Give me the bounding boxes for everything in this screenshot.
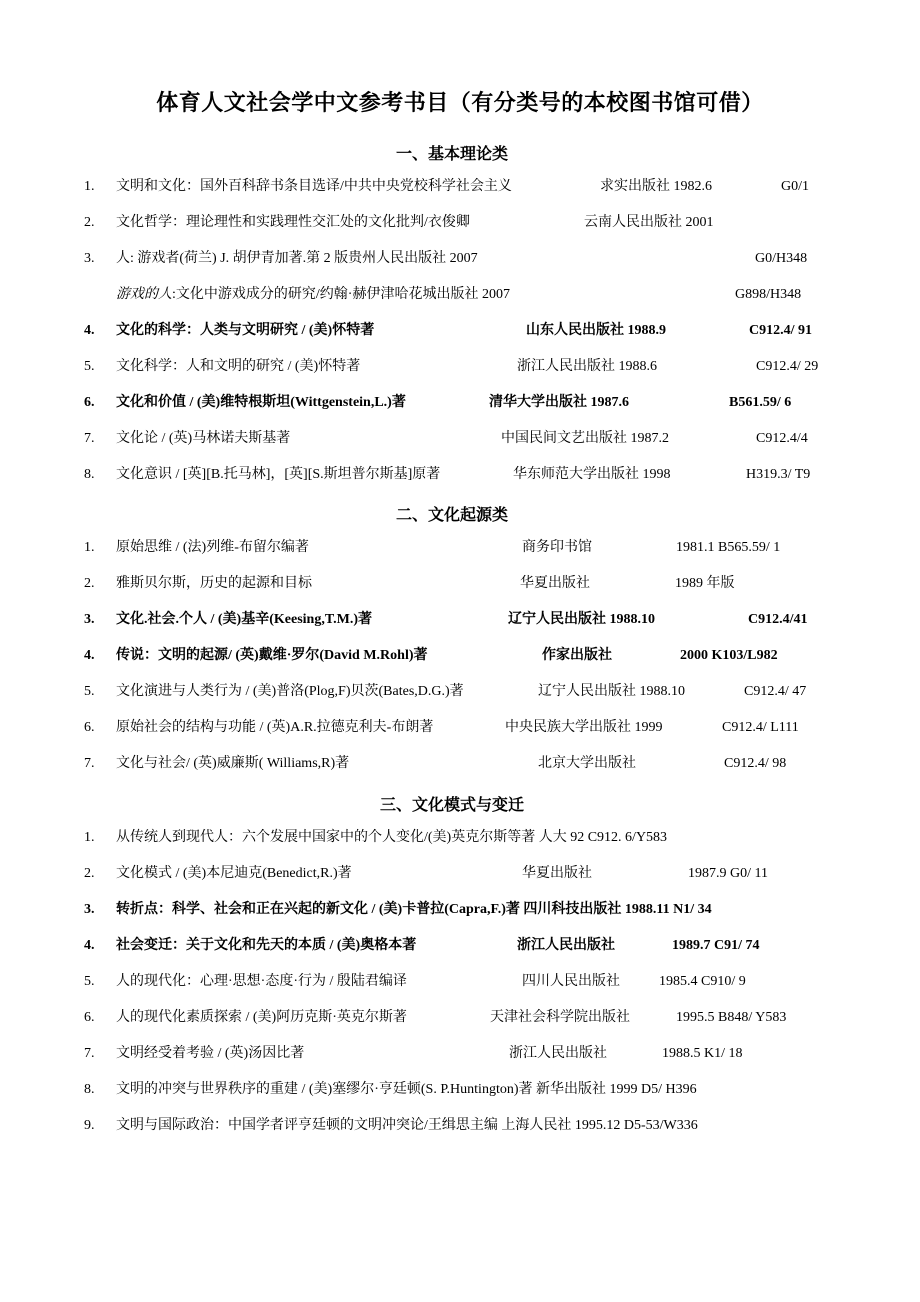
item-call-number: G898/H348: [735, 287, 802, 302]
item-title: 文化模式 / (美)本尼迪克(Benedict,R.)著: [116, 866, 352, 881]
item-number: 7.: [84, 1046, 95, 1061]
item-publisher: 华夏出版社: [522, 866, 592, 881]
item-publisher: 中国民间文艺出版社 1987.2: [501, 431, 669, 446]
item-call-number: 1987.9 G0/ 11: [688, 866, 768, 881]
item-title: 雅斯贝尔斯，历史的起源和目标: [116, 576, 312, 591]
item-title: 原始思维 / (法)列维-布留尔编著: [116, 540, 309, 555]
item-number: 2.: [84, 215, 95, 230]
item-number: 5.: [84, 974, 95, 989]
item-title-rest: :文化中游戏成分的研究/约翰·赫伊津哈花城出版社 2007: [172, 287, 510, 302]
list-item: [0, 1007, 920, 1029]
item-title: 人: 游戏者(荷兰) J. 胡伊青加著.第 2 版贵州人民出版社 2007: [116, 251, 478, 266]
item-call-number: C912.4/ 91: [749, 323, 812, 338]
item-publisher: 商务印书馆: [522, 540, 592, 555]
item-call-number: G0/1: [781, 179, 809, 194]
item-number: 9.: [84, 1118, 95, 1133]
item-title: 文化演进与人类行为 / (美)普洛(Plog,F)贝茨(Bates,D.G.)著: [116, 684, 464, 699]
item-number: 1.: [84, 179, 95, 194]
item-call-number: 1989.7 C91/ 74: [672, 938, 760, 953]
list-item: [0, 212, 920, 234]
item-title: 人的现代化：心理·思想·态度·行为 / 殷陆君编译: [116, 974, 407, 989]
item-title: 从传统人到现代人：六个发展中国家中的个人变化/(美)英克尔斯等著 人大 92 C912. 6/Y583: [116, 830, 668, 845]
item-title: 社会变迁：关于文化和先天的本质 / (美)奥格本著: [116, 938, 417, 953]
item-title: 人的现代化素质探索 / (美)阿历克斯·英克尔斯著: [116, 1010, 407, 1025]
item-publisher: 辽宁人民出版社 1988.10: [508, 612, 655, 627]
list-item: [0, 681, 920, 703]
item-title: 文化与社会/ (英)威廉斯( Williams,R)著: [116, 756, 350, 771]
item-publisher: 浙江人民出版社 1988.6: [517, 359, 657, 374]
item-call-number: 1985.4 C910/ 9: [659, 974, 746, 989]
list-item: [0, 320, 920, 342]
item-publisher: 云南人民出版社 2001: [584, 215, 714, 230]
section-heading-cultural-origins: 二、文化起源类: [395, 507, 508, 524]
item-publisher: 浙江人民出版社: [509, 1046, 607, 1061]
item-number: 6.: [84, 1010, 95, 1025]
item-title: 文化和价值 / (美)维特根斯坦(Wittgenstein,L.)著: [116, 395, 406, 410]
section-heading-basic-theory: 一、基本理论类: [395, 146, 508, 163]
item-title: 原始社会的结构与功能 / (英)A.R.拉德克利夫-布朗著: [116, 720, 434, 735]
item-call-number: C912.4/4: [756, 431, 808, 446]
list-item: [0, 464, 920, 486]
item-call-number: 1981.1 B565.59/ 1: [676, 540, 781, 555]
list-item: [0, 1043, 920, 1065]
item-number: 4.: [84, 323, 95, 338]
list-item: [0, 248, 920, 270]
item-call-number: H319.3/ T9: [746, 467, 811, 482]
list-item: [0, 537, 920, 559]
item-call-number: C912.4/ 47: [744, 684, 807, 699]
list-item: [0, 428, 920, 450]
item-call-number: 1988.5 K1/ 18: [662, 1046, 743, 1061]
item-title: 文明与国际政治：中国学者评亨廷顿的文明冲突论/王缉思主编 上海人民社 1995.12 D5-53/W336: [116, 1118, 698, 1133]
item-call-number: C912.4/ L111: [722, 720, 799, 735]
item-call-number: 1995.5 B848/ Y583: [676, 1010, 787, 1025]
item-number: 6.: [84, 720, 95, 735]
item-number: 3.: [84, 612, 95, 627]
item-number: 6.: [84, 395, 95, 410]
list-item: [0, 827, 920, 849]
item-publisher: 作家出版社: [542, 648, 612, 663]
item-title: 文化.社会.个人 / (美)基辛(Keesing,T.M.)著: [116, 612, 372, 627]
item-publisher: 山东人民出版社 1988.9: [526, 323, 666, 338]
item-publisher: 华东师范大学出版社 1998: [513, 467, 671, 482]
list-item: [0, 899, 920, 921]
item-number: 4.: [84, 648, 95, 663]
list-item: [0, 1115, 920, 1137]
list-item: [0, 392, 920, 414]
list-item: [0, 935, 920, 957]
item-call-number: C912.4/ 29: [756, 359, 819, 374]
list-item: [0, 609, 920, 631]
item-number: 2.: [84, 576, 95, 591]
item-publisher: 浙江人民出版社: [517, 938, 615, 953]
item-number: 7.: [84, 756, 95, 771]
list-item: [0, 284, 920, 306]
item-publisher: 四川人民出版社: [522, 974, 620, 989]
list-item: [0, 356, 920, 378]
item-number: 3.: [84, 251, 95, 266]
item-number: 5.: [84, 359, 95, 374]
item-title: 转折点：科学、社会和正在兴起的新文化 / (美)卡普拉(Capra,F.)著 四川科技出版社 1988.11 N1/ 34: [116, 902, 712, 917]
item-publisher: 天津社会科学院出版社: [490, 1010, 630, 1025]
item-title: 文明经受着考验 / (英)汤因比著: [116, 1046, 305, 1061]
item-publisher: 中央民族大学出版社 1999: [505, 720, 663, 735]
item-title: 文化意识 / [英][B.托马林]，[英][S.斯坦普尔斯基]原著: [116, 467, 441, 482]
list-item: [0, 863, 920, 885]
item-number: 5.: [84, 684, 95, 699]
item-title: 文化哲学：理论理性和实践理性交汇处的文化批判/衣俊卿: [116, 215, 470, 230]
list-item: [0, 753, 920, 775]
item-call-number: C912.4/ 98: [724, 756, 787, 771]
item-title: 文化论 / (英)马林诺夫斯基著: [116, 431, 291, 446]
item-number: 4.: [84, 938, 95, 953]
item-call-number: G0/H348: [755, 251, 808, 266]
list-item: [0, 717, 920, 739]
item-title: 文化科学：人和文明的研究 / (美)怀特著: [116, 359, 361, 374]
item-number: 2.: [84, 866, 95, 881]
list-item: [0, 176, 920, 198]
item-number: 1.: [84, 540, 95, 555]
item-number: 3.: [84, 902, 95, 917]
item-number: 1.: [84, 830, 95, 845]
list-item: [0, 573, 920, 595]
item-publisher: 北京大学出版社: [538, 756, 636, 771]
item-title-italic: 游戏的人: [116, 287, 172, 302]
list-item: [0, 971, 920, 993]
item-number: 8.: [84, 467, 95, 482]
item-publisher: 华夏出版社: [520, 576, 590, 591]
list-item: [0, 1079, 920, 1101]
item-number: 7.: [84, 431, 95, 446]
section-heading-cultural-patterns: 三、文化模式与变迁: [379, 797, 524, 814]
item-title: [116, 284, 510, 306]
item-call-number: 2000 K103/L982: [680, 648, 778, 663]
item-title: 文化的科学：人类与文明研究 / (美)怀特著: [116, 323, 375, 338]
item-number: 8.: [84, 1082, 95, 1097]
page-title: 体育人文社会学中文参考书目（有分类号的本校图书馆可借）: [156, 90, 764, 115]
item-title: 文明的冲突与世界秩序的重建 / (美)塞缪尔·亨廷顿(S. P.Huntington)著 新华出版社 1999 D5/ H396: [116, 1082, 697, 1097]
item-publisher: 求实出版社 1982.6: [600, 179, 712, 194]
item-publisher: 清华大学出版社 1987.6: [489, 395, 629, 410]
item-publisher: 辽宁人民出版社 1988.10: [538, 684, 685, 699]
item-call-number: C912.4/41: [748, 612, 808, 627]
item-title: 文明和文化：国外百科辞书条目选译/中共中央党校科学社会主义: [116, 179, 512, 194]
item-title: 传说：文明的起源/ (英)戴维·罗尔(David M.Rohl)著: [116, 648, 428, 663]
list-item: [0, 645, 920, 667]
item-call-number: 1989 年版: [675, 576, 735, 591]
item-call-number: B561.59/ 6: [729, 395, 792, 410]
